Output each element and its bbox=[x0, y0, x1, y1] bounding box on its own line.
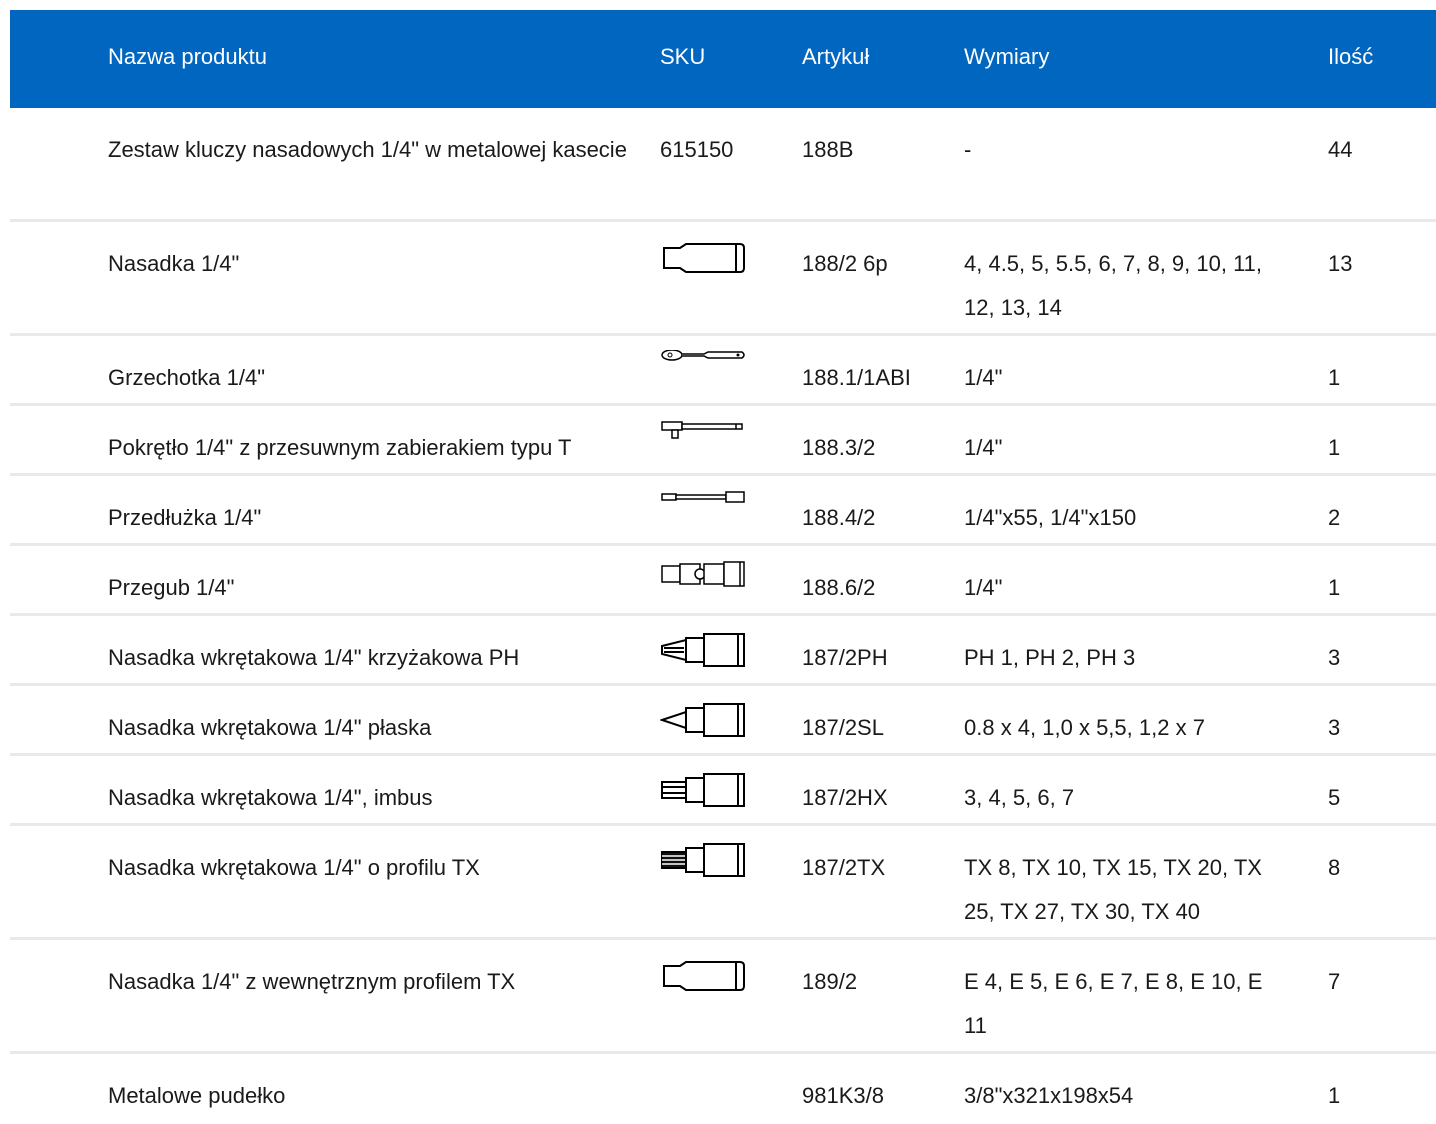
product-name: Nasadka wkrętakowa 1/4" płaska bbox=[108, 715, 432, 740]
phillips-bit-socket-icon bbox=[660, 630, 746, 674]
product-article: 188.1/1ABI bbox=[802, 365, 911, 390]
product-quantity: 1 bbox=[1328, 365, 1341, 390]
header-sku: SKU bbox=[660, 44, 706, 69]
header-quantity: Ilość bbox=[1328, 44, 1374, 69]
product-article: 188B bbox=[802, 137, 854, 162]
t-handle-icon bbox=[660, 420, 746, 464]
product-quantity: 1 bbox=[1328, 435, 1341, 460]
product-article: 187/2TX bbox=[802, 855, 886, 880]
product-article: 187/2HX bbox=[802, 785, 888, 810]
product-dimensions: 3, 4, 5, 6, 7 bbox=[964, 785, 1075, 810]
table-row bbox=[10, 476, 1436, 546]
product-name: Nasadka wkrętakowa 1/4" o profilu TX bbox=[108, 855, 480, 880]
product-dimensions: E 4, E 5, E 6, E 7, E 8, E 10, E 11 bbox=[964, 969, 1263, 1038]
table-row bbox=[10, 686, 1436, 756]
product-dimensions: 1/4" bbox=[964, 435, 1003, 460]
product-name: Zestaw kluczy nasadowych 1/4" w metalowej kasecie bbox=[108, 137, 627, 162]
product-quantity: 7 bbox=[1328, 969, 1341, 994]
product-dimensions: 4, 4.5, 5, 5.5, 6, 7, 8, 9, 10, 11, 12, 13, 14 bbox=[964, 251, 1263, 320]
product-dimensions: 1/4" bbox=[964, 365, 1003, 390]
product-quantity: 44 bbox=[1328, 137, 1353, 162]
product-name: Nasadka wkrętakowa 1/4", imbus bbox=[108, 785, 433, 810]
header-product-name: Nazwa produktu bbox=[108, 44, 267, 69]
table-row bbox=[10, 108, 1436, 222]
product-sku: 615150 bbox=[660, 137, 734, 162]
table-row bbox=[10, 406, 1436, 476]
product-quantity: 3 bbox=[1328, 645, 1341, 670]
universal-joint-icon bbox=[660, 560, 746, 604]
product-quantity: 2 bbox=[1328, 505, 1341, 530]
product-dimensions: - bbox=[964, 137, 972, 162]
product-article: 189/2 bbox=[802, 969, 858, 994]
product-quantity: 1 bbox=[1328, 1083, 1341, 1108]
product-name: Metalowe pudełko bbox=[108, 1083, 286, 1108]
product-dimensions: 1/4"x55, 1/4"x150 bbox=[964, 505, 1137, 530]
product-quantity: 8 bbox=[1328, 855, 1341, 880]
product-dimensions: 1/4" bbox=[964, 575, 1003, 600]
socket-icon bbox=[660, 954, 746, 998]
product-quantity: 1 bbox=[1328, 575, 1341, 600]
product-article: 187/2SL bbox=[802, 715, 884, 740]
product-article: 188/2 6p bbox=[802, 251, 888, 276]
product-quantity: 5 bbox=[1328, 785, 1341, 810]
table-row bbox=[10, 940, 1436, 1054]
header-dimensions: Wymiary bbox=[964, 44, 1050, 69]
product-article: 188.6/2 bbox=[802, 575, 876, 600]
product-dimensions: PH 1, PH 2, PH 3 bbox=[964, 645, 1136, 670]
header-article: Artykuł bbox=[802, 44, 870, 69]
product-name: Grzechotka 1/4" bbox=[108, 365, 265, 390]
socket-icon bbox=[660, 236, 746, 280]
product-quantity: 3 bbox=[1328, 715, 1341, 740]
torx-bit-socket-icon bbox=[660, 840, 746, 884]
product-name: Nasadka wkrętakowa 1/4" krzyżakowa PH bbox=[108, 645, 520, 670]
hex-bit-socket-icon bbox=[660, 770, 746, 814]
product-dimensions: TX 8, TX 10, TX 15, TX 20, TX 25, TX 27, TX 30, TX 40 bbox=[964, 855, 1262, 924]
products-table bbox=[10, 10, 1436, 1124]
table-header bbox=[10, 10, 1436, 108]
product-name: Pokrętło 1/4" z przesuwnym zabierakiem typu T bbox=[108, 435, 572, 460]
product-quantity: 13 bbox=[1328, 251, 1353, 276]
table-row bbox=[10, 826, 1436, 940]
extension-bar-icon bbox=[660, 490, 746, 534]
table-row bbox=[10, 616, 1436, 686]
product-article: 981K3/8 bbox=[802, 1083, 884, 1108]
table-row bbox=[10, 546, 1436, 616]
product-name: Przedłużka 1/4" bbox=[108, 505, 262, 530]
table-row bbox=[10, 1054, 1436, 1124]
product-article: 187/2PH bbox=[802, 645, 888, 670]
product-article: 188.3/2 bbox=[802, 435, 876, 460]
product-name: Przegub 1/4" bbox=[108, 575, 235, 600]
product-dimensions: 3/8"x321x198x54 bbox=[964, 1083, 1134, 1108]
table-row bbox=[10, 222, 1436, 336]
ratchet-icon bbox=[660, 350, 746, 394]
product-name: Nasadka 1/4" bbox=[108, 251, 240, 276]
product-name: Nasadka 1/4" z wewnętrznym profilem TX bbox=[108, 969, 516, 994]
table-row bbox=[10, 336, 1436, 406]
flat-bit-socket-icon bbox=[660, 700, 746, 744]
product-dimensions: 0.8 x 4, 1,0 x 5,5, 1,2 x 7 bbox=[964, 715, 1205, 740]
table-row bbox=[10, 756, 1436, 826]
product-article: 188.4/2 bbox=[802, 505, 876, 530]
